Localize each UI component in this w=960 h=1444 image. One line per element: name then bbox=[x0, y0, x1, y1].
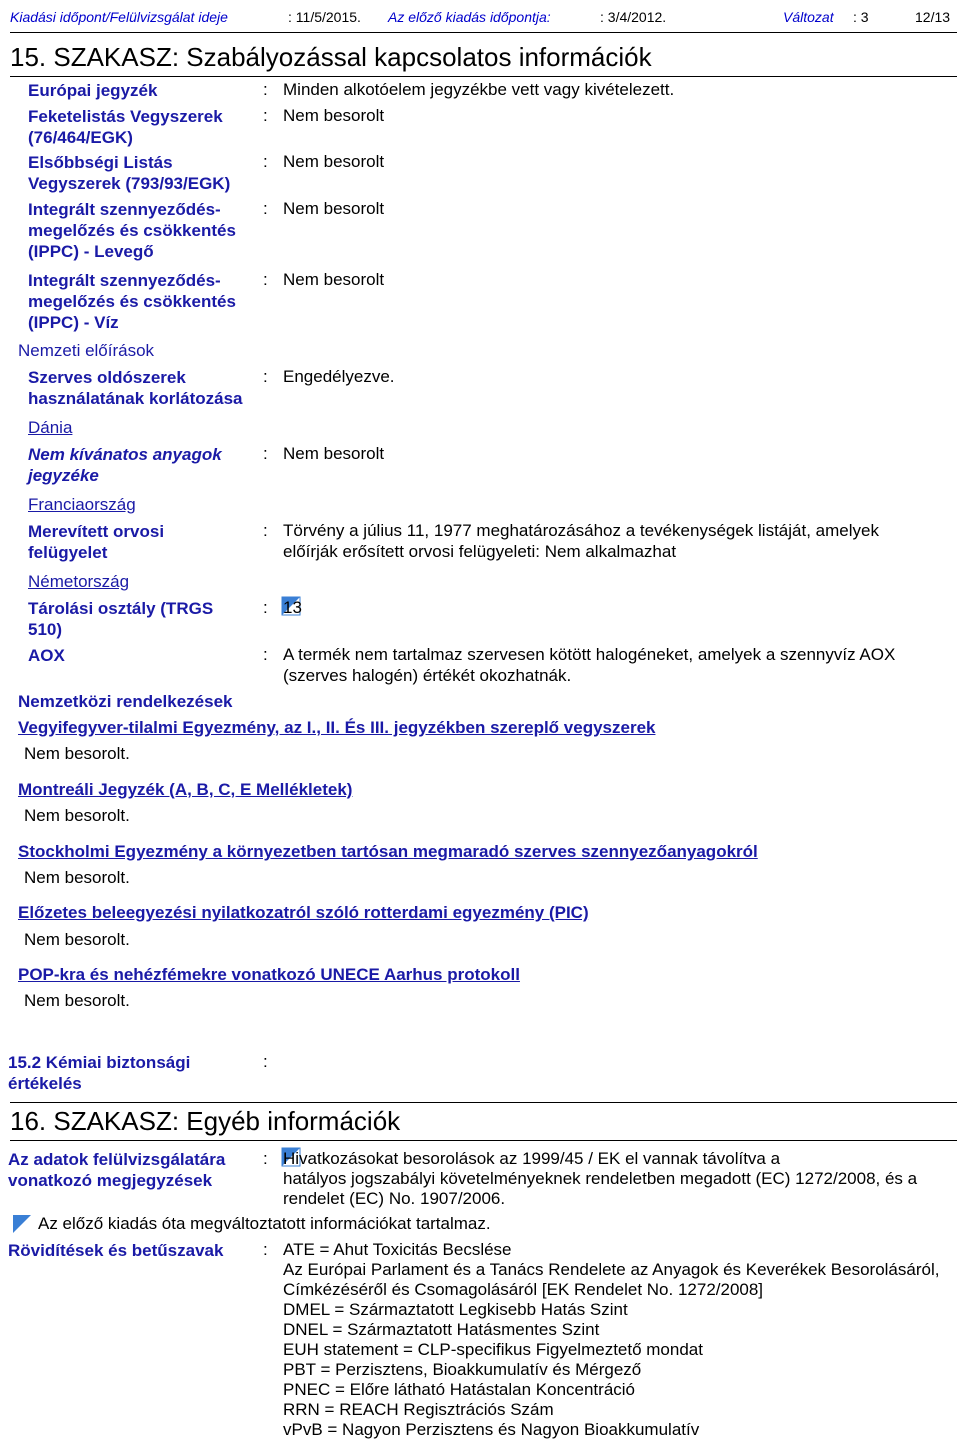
abbr-item: PNEC = Előre látható Hatástalan Koncentráció bbox=[283, 1380, 636, 1399]
aox-value: A termék nem tartalmaz szervesen kötött halogéneket, amelyek a szennyvíz AOX bbox=[283, 645, 896, 664]
abbr-item: DNEL = Származtatott Hatásmentes Szint bbox=[283, 1320, 600, 1339]
solvent-value: Engedélyezve. bbox=[283, 367, 395, 386]
abbr-item: EUH statement = CLP-specifikus Figyelmeztető mondat bbox=[283, 1340, 703, 1359]
undesirable-label: Nem kívánatos anyagok bbox=[28, 445, 222, 464]
pic-value: Nem besorolt. bbox=[24, 930, 130, 949]
cwc-value: Nem besorolt. bbox=[24, 744, 130, 763]
change-flag-icon bbox=[12, 1214, 32, 1234]
aox-label: AOX bbox=[28, 646, 65, 665]
ippc-air-value: Nem besorolt bbox=[283, 199, 385, 218]
colon: : bbox=[263, 80, 268, 99]
ippc-air-label-2: megelőzés és csökkentés bbox=[28, 221, 236, 240]
colon: : bbox=[263, 1240, 268, 1259]
section-16-rule bbox=[10, 1140, 957, 1141]
priority-label-2: Vegyszerek (793/93/EGK) bbox=[28, 174, 231, 193]
priority-value: Nem besorolt bbox=[283, 152, 385, 171]
colon: : bbox=[263, 367, 268, 386]
colon: : bbox=[263, 521, 268, 540]
france-heading: Franciaország bbox=[28, 495, 136, 514]
montreal-value: Nem besorolt. bbox=[24, 806, 130, 825]
colon: : bbox=[263, 152, 268, 171]
stockholm-heading: Stockholmi Egyezmény a környezetben tartósan megmaradó szerves szennyezőanyagokról bbox=[18, 842, 758, 861]
colon: : bbox=[263, 645, 268, 664]
ippc-water-value: Nem besorolt bbox=[283, 270, 385, 289]
undesirable-label-2: jegyzéke bbox=[28, 466, 99, 485]
section-15-title: 15. SZAKASZ: Szabályozással kapcsolatos információk bbox=[10, 42, 652, 72]
colon: : bbox=[263, 598, 268, 617]
header-version: : 3 bbox=[853, 9, 869, 25]
section-15-rule bbox=[10, 76, 957, 77]
colon: : bbox=[263, 106, 268, 125]
medical-label-2: felügyelet bbox=[28, 543, 108, 562]
blacklist-label-2: (76/464/EGK) bbox=[28, 128, 133, 147]
aarhus-value: Nem besorolt. bbox=[24, 991, 130, 1010]
header-version-label: Változat bbox=[783, 9, 834, 25]
ippc-water-label: Integrált szennyeződés- bbox=[28, 271, 221, 290]
header-prev-date: : 3/4/2012. bbox=[600, 9, 667, 25]
review-value-3: rendelet (EC) No. 1907/2006. bbox=[283, 1189, 506, 1208]
germany-heading: Németország bbox=[28, 572, 130, 591]
abbr-item: RRN = REACH Regisztrációs Szám bbox=[283, 1400, 554, 1419]
changed-note: Az előző kiadás óta megváltoztatott információkat tartalmaz. bbox=[38, 1214, 491, 1233]
abbr-item: Az Európai Parlament és a Tanács Rendelete az Anyagok és Keverékek Besorolásáról, bbox=[283, 1260, 940, 1279]
pic-heading: Előzetes beleegyezési nyilatkozatról szóló rotterdami egyezmény (PIC) bbox=[18, 903, 589, 922]
header-page: 12/13 bbox=[915, 9, 951, 25]
eu-heading: Európai jegyzék bbox=[28, 81, 158, 100]
colon: : bbox=[263, 1052, 268, 1071]
chem-safety-label: 15.2 Kémiai biztonsági bbox=[8, 1053, 191, 1072]
intl-heading: Nemzetközi rendelkezések bbox=[18, 692, 233, 711]
review-label-2: vonatkozó megjegyzések bbox=[8, 1171, 213, 1190]
header-date: : 11/5/2015. bbox=[288, 9, 361, 25]
aarhus-heading: POP-kra és nehézfémekre vonatkozó UNECE Aarhus protokoll bbox=[18, 965, 520, 984]
solvent-label: Szerves oldószerek bbox=[28, 368, 186, 387]
colon: : bbox=[263, 270, 268, 289]
abbr-label: Rövidítések és betűszavak bbox=[8, 1241, 224, 1260]
header-prev-label: Az előző kiadás időpontja: bbox=[388, 9, 551, 25]
undesirable-value: Nem besorolt bbox=[283, 444, 385, 463]
storage-value: 13 bbox=[283, 598, 302, 617]
ippc-air-label: Integrált szennyeződés- bbox=[28, 200, 221, 219]
abbr-item: DMEL = Származtatott Legkisebb Hatás Szint bbox=[283, 1300, 628, 1319]
colon: : bbox=[263, 199, 268, 218]
abbr-item: vPvB = Nagyon Perzisztens és Nagyon Bioakkumulatív bbox=[283, 1420, 700, 1439]
header-rule bbox=[10, 32, 957, 33]
storage-label: Tárolási osztály (TRGS bbox=[28, 599, 214, 618]
review-label: Az adatok felülvizsgálatára bbox=[8, 1150, 226, 1169]
denmark-heading: Dánia bbox=[28, 418, 73, 437]
section-16-title: 16. SZAKASZ: Egyéb információk bbox=[10, 1106, 401, 1136]
review-value: Hivatkozásokat besorolások az 1999/45 / EK el vannak távolítva a bbox=[283, 1149, 781, 1168]
cwc-heading: Vegyifegyver-tilalmi Egyezmény, az I., II. És III. jegyzékben szereplő vegyszerek bbox=[18, 718, 656, 737]
stockholm-value: Nem besorolt. bbox=[24, 868, 130, 887]
section-16-top-rule bbox=[10, 1102, 957, 1103]
ippc-air-label-3: (IPPC) - Levegő bbox=[28, 242, 154, 261]
colon: : bbox=[263, 444, 268, 463]
priority-label: Elsőbbségi Listás bbox=[28, 153, 173, 172]
medical-value: Törvény a július 11, 1977 meghatározásához a tevékenységek listáját, amelyek bbox=[283, 521, 879, 540]
montreal-heading: Montreáli Jegyzék (A, B, C, E Mellékletek) bbox=[18, 780, 353, 799]
abbr-item: ATE = Ahut Toxicitás Becslése bbox=[283, 1240, 512, 1259]
medical-value-2: előírják erősített orvosi felügyeleti: Nem alkalmazhat bbox=[283, 542, 677, 561]
national-heading: Nemzeti előírások bbox=[18, 341, 155, 360]
chem-safety-label-2: értékelés bbox=[8, 1074, 82, 1093]
ippc-water-label-3: (IPPC) - Víz bbox=[28, 313, 119, 332]
blacklist-value: Nem besorolt bbox=[283, 106, 385, 125]
blacklist-label: Feketelistás Vegyszerek bbox=[28, 107, 223, 126]
eu-value: Minden alkotóelem jegyzékbe vett vagy kivételezett. bbox=[283, 80, 675, 99]
colon: : bbox=[263, 1149, 268, 1168]
header-date-label: Kiadási időpont/Felülvizsgálat ideje bbox=[10, 9, 228, 25]
abbr-item: PBT = Perzisztens, Bioakkumulatív és Mérgező bbox=[283, 1360, 642, 1379]
solvent-label-2: használatának korlátozása bbox=[28, 389, 243, 408]
ippc-water-label-2: megelőzés és csökkentés bbox=[28, 292, 236, 311]
review-value-2: hatályos jogszabályi követelményeknek rendeletben megadott (EC) 1272/2008, és a bbox=[283, 1169, 918, 1188]
medical-label: Merevített orvosi bbox=[28, 522, 165, 541]
abbr-item: Címkézéséről és Csomagolásáról [EK Rendelet No. 1272/2008] bbox=[283, 1280, 764, 1299]
aox-value-2: (szerves halogén) értékét okozhatnák. bbox=[283, 666, 572, 685]
storage-label-2: 510) bbox=[28, 620, 63, 639]
